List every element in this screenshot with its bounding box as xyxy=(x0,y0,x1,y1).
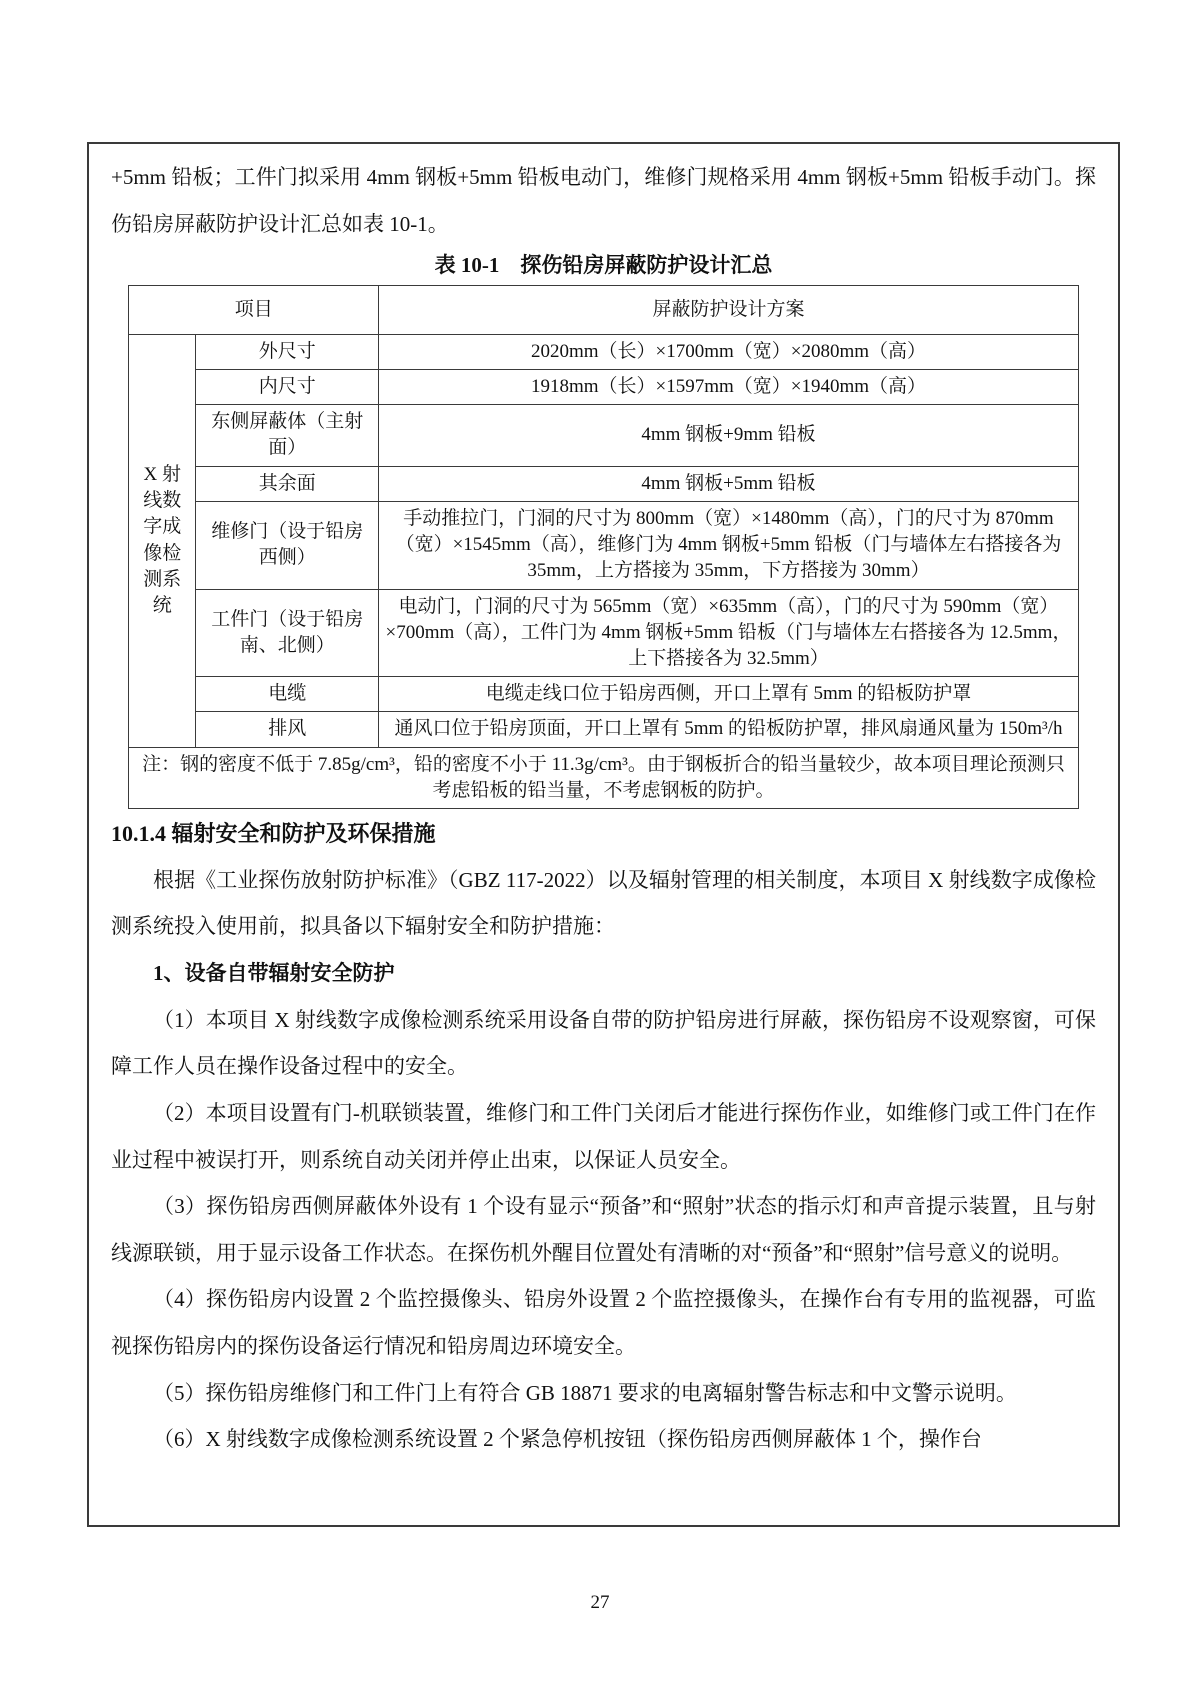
table-row-label: 内尺寸 xyxy=(196,369,379,404)
table-row xyxy=(129,677,1079,712)
table-row xyxy=(129,369,1079,404)
table-row xyxy=(129,712,1079,747)
measure-paragraph-1: （1）本项目 X 射线数字成像检测系统采用设备自带的防护铅房进行屏蔽，探伤铅房不设观察窗，可保障工作人员在操作设备过程中的安全。 xyxy=(111,1007,1096,1079)
sub-heading: 1、设备自带辐射安全防护 xyxy=(153,961,395,986)
intro-paragraph: +5mm 铅板；工件门拟采用 4mm 钢板+5mm 铅板电动门，维修门规格采用 4mm 钢板+5mm 铅板手动门。探伤铅房屏蔽防护设计汇总如表 10-1。 xyxy=(111,165,1096,236)
table-row-value: 1918mm（长）×1597mm（宽）×1940mm（高） xyxy=(379,369,1079,404)
table-row xyxy=(129,405,1079,466)
table-row-label: 东侧屏蔽体（主射面） xyxy=(196,405,379,466)
table-row-label: 外尺寸 xyxy=(196,334,379,369)
table-row-label: 排风 xyxy=(196,712,379,747)
table-header-row xyxy=(129,285,1079,334)
header-scheme-cell: 屏蔽防护设计方案 xyxy=(379,285,1079,334)
table-row-value: 2020mm（长）×1700mm（宽）×2080mm（高） xyxy=(379,334,1079,369)
table-row-value: 电动门，门洞的尺寸为 565mm（宽）×635mm（高），门的尺寸为 590mm（宽）×700mm（高），工件门为 4mm 钢板+5mm 铅板（门与墙体左右搭接各为 12.5mm，上下搭接各为 32.5mm） xyxy=(379,589,1079,677)
table-row xyxy=(129,501,1079,589)
measure-paragraph-5: （5）探伤铅房维修门和工件门上有符合 GB 18871 要求的电离辐射警告标志和中文警示说明。 xyxy=(153,1380,1017,1405)
section-heading: 10.1.4 辐射安全和防护及环保措施 xyxy=(111,821,436,847)
measure-paragraph-6: （6）X 射线数字成像检测系统设置 2 个紧急停机按钮（探伤铅房西侧屏蔽体 1 个，操作台 xyxy=(153,1427,982,1452)
table-row-value: 4mm 钢板+5mm 铅板 xyxy=(379,466,1079,501)
shielding-design-table xyxy=(128,285,1079,809)
table-row xyxy=(129,334,1079,369)
measure-paragraph-4: （4）探伤铅房内设置 2 个监控摄像头、铅房外设置 2 个监控摄像头，在操作台有专用的监视器，可监视探伤铅房内的探伤设备运行情况和铅房周边环境安全。 xyxy=(111,1287,1096,1358)
table-row-value: 手动推拉门，门洞的尺寸为 800mm（宽）×1480mm（高），门的尺寸为 870mm（宽）×1545mm（高），维修门为 4mm 钢板+5mm 铅板（门与墙体左右搭接各为 35mm，上方搭接为 35mm，下方搭接为 30mm） xyxy=(379,501,1079,589)
group-label-cell: X 射线数字成像检测系统 xyxy=(129,334,196,747)
table-row-label: 电缆 xyxy=(196,677,379,712)
table-row xyxy=(129,589,1079,677)
table-note: 注：钢的密度不低于 7.85g/cm³，铅的密度不小于 11.3g/cm³。由于钢板折合的铅当量较少，故本项目理论预测只考虑铅板的铅当量，不考虑钢板的防护。 xyxy=(129,747,1079,808)
table-row-value: 通风口位于铅房顶面，开口上罩有 5mm 的铅板防护罩，排风扇通风量为 150m³/h xyxy=(379,712,1079,747)
header-item-cell: 项目 xyxy=(129,285,379,334)
table-title: 表 10-1 探伤铅房屏蔽防护设计汇总 xyxy=(434,253,773,278)
content-frame xyxy=(87,142,1120,1527)
table-row xyxy=(129,466,1079,501)
table-row-label: 其余面 xyxy=(196,466,379,501)
section-intro-paragraph: 根据《工业探伤放射防护标准》（GBZ 117-2022）以及辐射管理的相关制度，本项目 X 射线数字成像检测系统投入使用前，拟具备以下辐射安全和防护措施： xyxy=(111,867,1096,939)
table-row-label: 维修门（设于铅房西侧） xyxy=(196,501,379,589)
measure-paragraph-3: （3）探伤铅房西侧屏蔽体外设有 1 个设有显示“预备”和“照射”状态的指示灯和声音提示装置，且与射线源联锁，用于显示设备工作状态。在探伤机外醒目位置处有清晰的对“预备”和“照射”信号意义的说明。 xyxy=(111,1194,1096,1265)
page-number: 27 xyxy=(590,1592,610,1613)
table-row-label: 工件门（设于铅房南、北侧） xyxy=(196,589,379,677)
table-note-row xyxy=(129,747,1079,808)
measure-paragraph-2: （2）本项目设置有门-机联锁装置，维修门和工件门关闭后才能进行探伤作业，如维修门或工件门在作业过程中被误打开，则系统自动关闭并停止出束，以保证人员安全。 xyxy=(111,1100,1096,1172)
table-row-value: 电缆走线口位于铅房西侧，开口上罩有 5mm 的铅板防护罩 xyxy=(379,677,1079,712)
table-row-value: 4mm 钢板+9mm 铅板 xyxy=(379,405,1079,466)
